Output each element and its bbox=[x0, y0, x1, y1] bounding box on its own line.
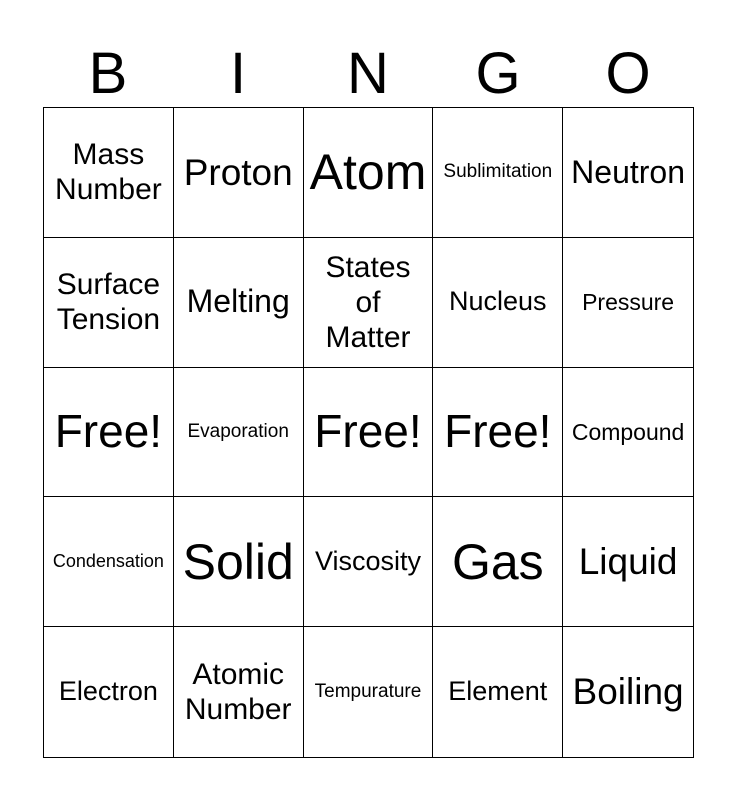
bingo-cell-r2-c5[interactable]: Pressure bbox=[563, 238, 693, 368]
bingo-cell-r5-c1[interactable]: Electron bbox=[44, 627, 174, 757]
bingo-cell-r4-c3[interactable]: Viscosity bbox=[304, 497, 434, 627]
header-letter-o: O bbox=[605, 41, 651, 106]
header-letter-i: I bbox=[229, 41, 247, 106]
bingo-cell-r1-c2[interactable]: Proton bbox=[174, 108, 304, 238]
bingo-cell-r3-c5[interactable]: Compound bbox=[563, 368, 693, 498]
bingo-cell-r5-c3[interactable]: Tempurature bbox=[304, 627, 434, 757]
header-letter-n: N bbox=[347, 41, 389, 106]
bingo-cell-r3-c1[interactable]: Free! bbox=[44, 368, 174, 498]
bingo-cell-r4-c1[interactable]: Condensation bbox=[44, 497, 174, 627]
bingo-cell-r4-c4[interactable]: Gas bbox=[433, 497, 563, 627]
bingo-cell-r1-c1[interactable]: Mass Number bbox=[44, 108, 174, 238]
bingo-cell-r2-c4[interactable]: Nucleus bbox=[433, 238, 563, 368]
bingo-cell-r1-c3[interactable]: Atom bbox=[304, 108, 434, 238]
bingo-header bbox=[43, 40, 693, 108]
header-letter-b: B bbox=[88, 41, 128, 106]
bingo-cell-r3-c4[interactable]: Free! bbox=[433, 368, 563, 498]
bingo-cell-r1-c5[interactable]: Neutron bbox=[563, 108, 693, 238]
bingo-board bbox=[43, 107, 694, 758]
bingo-cell-r3-c2[interactable]: Evaporation bbox=[174, 368, 304, 498]
header-letter-g: G bbox=[475, 41, 521, 106]
bingo-cell-r3-c3[interactable]: Free! bbox=[304, 368, 434, 498]
bingo-cell-r5-c4[interactable]: Element bbox=[433, 627, 563, 757]
bingo-cell-r5-c2[interactable]: Atomic Number bbox=[174, 627, 304, 757]
bingo-cell-r5-c5[interactable]: Boiling bbox=[572, 671, 684, 713]
bingo-cell-r4-c2[interactable]: Solid bbox=[174, 497, 304, 627]
bingo-cell-r4-c5[interactable]: Liquid bbox=[563, 497, 693, 627]
bingo-cell-r2-c3[interactable]: States of Matter bbox=[304, 238, 434, 368]
bingo-cell-r2-c1[interactable]: Surface Tension bbox=[44, 238, 174, 368]
bingo-cell-r1-c4[interactable]: Sublimitation bbox=[433, 108, 563, 238]
bingo-cell-r2-c2[interactable]: Melting bbox=[174, 238, 304, 368]
